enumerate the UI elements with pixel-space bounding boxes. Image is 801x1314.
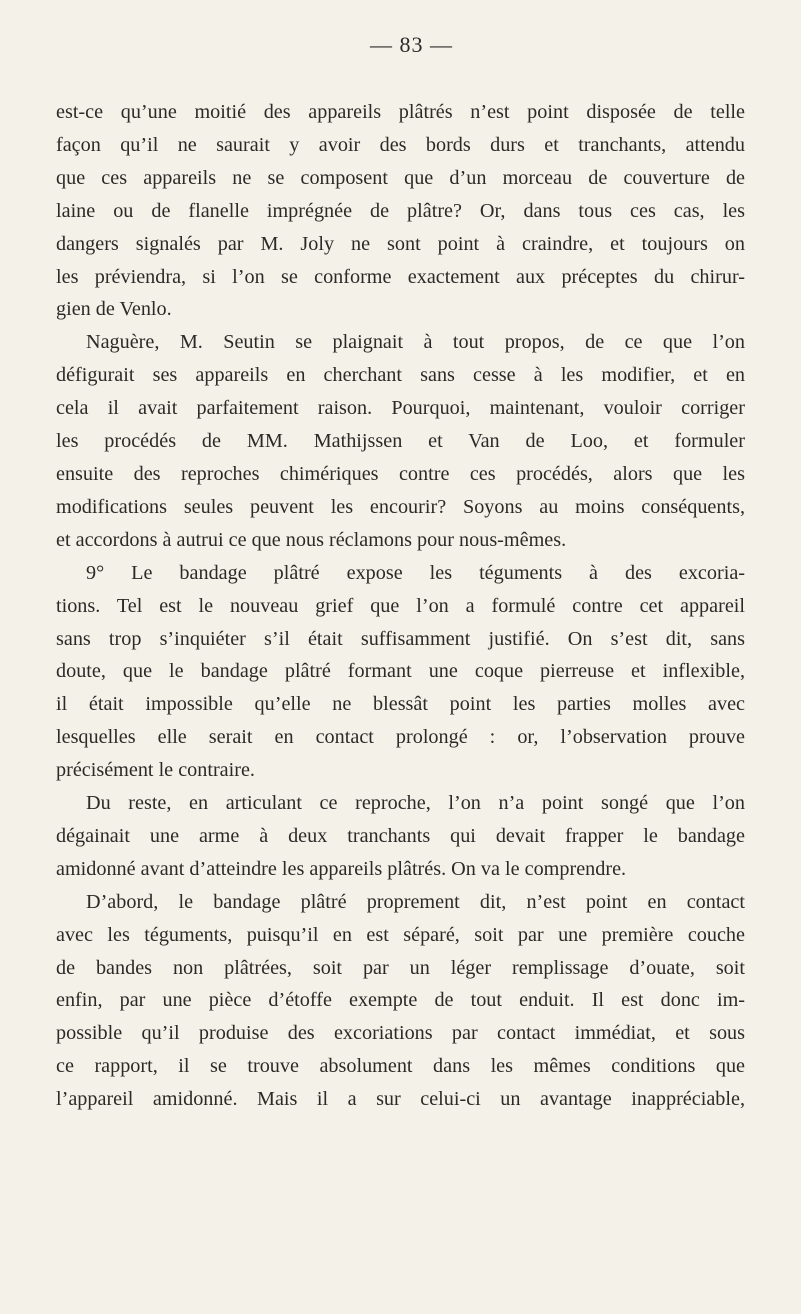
text-line: et accordons à autrui ce que nous réclamons pour nous-mêmes. [56,528,567,551]
text-line: façon qu’il ne saurait y avoir des bords durs et tranchants, attendu [56,133,745,156]
text-line: de bandes non plâtrées, soit par un léger remplissage d’ouate, soit [56,956,745,979]
text-line: Du reste, en articulant ce reproche, l’on n’a point songé que l’on [86,792,745,815]
text-line: dangers signalés par M. Joly ne sont point à craindre, et toujours on [56,232,745,255]
text-line: il était impossible qu’elle ne blessât point les parties molles avec [56,693,745,716]
text-line: possible qu’il produise des excoriations par contact immédiat, et sous [56,1022,745,1045]
text-line: ensuite des reproches chimériques contre ces procédés, alors que les [56,462,745,485]
text-line: lesquelles elle serait en contact prolongé : or, l’observation prouve [56,726,745,749]
text-line: cela il avait parfaitement raison. Pourquoi, maintenant, vouloir corriger [56,397,745,420]
text-line: avec les téguments, puisqu’il en est séparé, soit par une première couche [56,923,745,946]
text-line: que ces appareils ne se composent que d’un morceau de couverture de [56,166,745,189]
text-line: défigurait ses appareils en cherchant sans cesse à les modifier, et en [56,364,745,387]
body-text [56,96,745,1116]
text-line: amidonné avant d’atteindre les appareils plâtrés. On va le comprendre. [56,857,627,880]
text-line: dégainait une arme à deux tranchants qui devait frapper le bandage [56,824,745,847]
text-line: doute, que le bandage plâtré formant une coque pierreuse et inflexible, [56,660,745,683]
text-line: modifications seules peuvent les encourir? Soyons au moins conséquents, [56,495,745,518]
text-line: ce rapport, il se trouve absolument dans les mêmes conditions que [56,1055,745,1078]
text-line: les procédés de MM. Mathijssen et Van de Loo, et formuler [56,430,745,453]
text-line: les préviendra, si l’on se conforme exactement aux préceptes du chirur- [56,265,745,288]
text-line: enfin, par une pièce d’étoffe exempte de tout enduit. Il est donc im- [56,989,745,1012]
text-line: sans trop s’inquiéter s’il était suffisamment justifié. On s’est dit, sans [56,627,745,650]
text-line: 9° Le bandage plâtré expose les téguments à des excoria- [86,561,745,584]
text-line: D’abord, le bandage plâtré proprement dit, n’est point en contact [86,890,745,913]
text-line: gien de Venlo. [56,298,172,321]
text-line: est-ce qu’une moitié des appareils plâtrés n’est point disposée de telle [56,101,745,123]
text-line: laine ou de flanelle imprégnée de plâtre? Or, dans tous ces cas, les [56,199,745,222]
page-number: — 83 — [370,32,453,57]
text-line: tions. Tel est le nouveau grief que l’on a formulé contre cet appareil [56,594,745,617]
text-line: précisément le contraire. [56,759,255,782]
text-line: l’appareil amidonné. Mais il a sur celui-ci un avantage inappréciable, [56,1088,745,1111]
text-line: Naguère, M. Seutin se plaignait à tout propos, de ce que l’on [86,331,745,354]
